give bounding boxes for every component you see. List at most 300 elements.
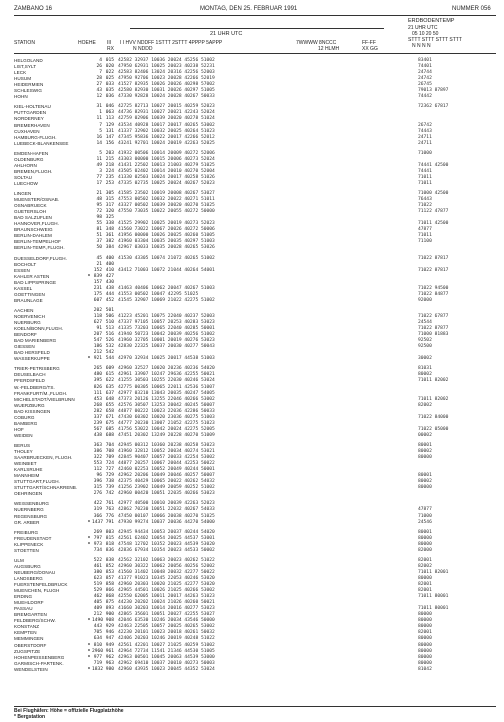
station-height: 1437: [92, 519, 104, 525]
station-name: BREMEN,FLUGH.: [14, 168, 53, 174]
soil-temp-groups: 71011 82002: [418, 378, 449, 384]
station-name: HANNOVER,FLUGH.: [14, 221, 59, 227]
soil-temp-groups: 80000: [418, 618, 432, 624]
station-index: 113: [105, 116, 114, 122]
soil-temp-groups: 74443: [418, 128, 432, 134]
station-height: 839: [93, 273, 102, 279]
station-index: 542: [105, 350, 114, 356]
observation-groups: 42562 32102 10063 20023 40262 51022: [118, 557, 215, 563]
observation-groups: 41377 91023 10345 22053 40246 53020: [118, 575, 215, 581]
erdboden-n: N N N N: [412, 43, 431, 49]
station-index: 648: [105, 396, 114, 402]
station-name: BRAUNLAGE: [14, 297, 43, 303]
station-index: 815: [105, 535, 114, 541]
station-name: NORDERNEY: [14, 116, 44, 122]
col-xxgg: XX GG: [362, 46, 378, 52]
station-index: 857: [105, 575, 114, 581]
station-height: 11: [96, 156, 102, 162]
station-height: 443: [93, 624, 102, 630]
station-index: 253: [105, 180, 114, 186]
station-index: 742: [105, 491, 114, 497]
station-height: 268: [93, 402, 102, 408]
station-name: PFERDSFELD: [14, 378, 45, 384]
mountain-marker: *: [88, 654, 90, 661]
observation-groups: 41553 00502 10047 42295 51025: [118, 291, 199, 297]
observation-groups: 47451 20302 13249 20228 40270 51009: [118, 432, 215, 438]
station-index: 532: [105, 344, 114, 350]
soil-temp-groups: 71011: [418, 174, 432, 180]
station-name: AACHEN: [14, 307, 34, 313]
station-index: 635: [105, 384, 114, 390]
station-index: 675: [105, 420, 114, 426]
station-index: 035: [105, 88, 114, 94]
station-name: HEIDERMIEN: [14, 82, 44, 88]
report-number: NUMMER 056: [452, 6, 491, 12]
soil-temp-groups: 92000: [418, 297, 432, 303]
observation-groups: 44777 20230 13007 21052 42275 51023: [118, 420, 215, 426]
soil-temp-groups: 47877: [418, 227, 432, 233]
station-height: 231: [93, 285, 102, 291]
observation-groups: 42775 00305 10065 22011 42536 51007: [118, 384, 215, 390]
mountain-marker: *: [88, 519, 90, 526]
station-index: 637: [105, 390, 114, 396]
station-name: CUXHAVEN: [14, 128, 40, 134]
station-index: 763: [105, 507, 114, 513]
header-rule: [14, 53, 496, 54]
table-row: [0, 244, 504, 252]
station-height: 72: [96, 209, 102, 215]
soil-temp-groups: 26742: [418, 122, 432, 128]
col-hoehe: HOEHE: [78, 40, 96, 46]
observation-groups: 41560 73022 10067 20026 40272 50006: [118, 227, 215, 233]
station-index: 868: [105, 594, 114, 600]
station-height: 405: [93, 600, 102, 606]
station-name: ULM: [14, 557, 24, 563]
observation-groups: 41527 82935 10026 20026 40298 57002: [118, 82, 215, 88]
station-name: WENDELSTEIN: [14, 666, 48, 672]
soil-temp-groups: 82002: [418, 563, 432, 569]
observation-groups: 44736 82931 10027 20021 42243 52024: [118, 110, 215, 116]
station-index: 022: [105, 70, 114, 76]
station-name: ZUGSPITZE: [14, 648, 41, 654]
table-row: [0, 547, 504, 555]
observation-groups: 42725 82713 10027 20015 40259 52023: [118, 104, 215, 110]
station-height: 396: [93, 479, 102, 485]
station-index: 791: [105, 519, 114, 525]
mountain-marker: *: [88, 666, 90, 673]
station-name: WEISSENBURG: [14, 501, 50, 507]
station-index: 893: [105, 606, 114, 612]
station-height: 186: [93, 344, 102, 350]
footer-note-mountain: * Bergstation: [14, 714, 46, 720]
report-id: ZAMBANO 16: [14, 6, 53, 12]
station-index: 729: [105, 473, 114, 479]
station-name: HOHENPEISSENBERG: [14, 654, 65, 660]
station-index: 709: [105, 455, 114, 461]
station-height: 797: [93, 535, 102, 541]
bottom-rule: [14, 706, 496, 707]
observation-groups: 41585 23502 10019 20008 40267 53027: [118, 191, 215, 196]
station-index: 929: [105, 624, 114, 630]
station-index: 688: [105, 432, 114, 438]
station-index: 704: [105, 442, 114, 448]
station-name: STOETTEN: [14, 547, 39, 553]
station-name: BERLIN-TEMPELHOF: [14, 239, 61, 245]
soil-temp-groups: 81042: [418, 666, 432, 672]
observation-groups: 41960 03304 10035 20035 40297 51003: [118, 239, 215, 245]
observation-groups: 42406 20203 10246 20019 40248 51022: [118, 636, 215, 642]
station-index: 025: [105, 76, 114, 82]
station-height: 276: [93, 491, 102, 497]
station-name: KOELN/BONN,FLUGH.: [14, 326, 64, 332]
mountain-marker: *: [88, 541, 90, 548]
soil-temp-groups: 24546: [418, 519, 432, 525]
observation-groups: 42977 03210 13043 20035 40247 54005: [118, 390, 215, 396]
soil-temp-groups: 71022: [418, 203, 432, 209]
station-height: 91: [96, 326, 102, 332]
observation-groups: 42960 00420 10051 22035 40266 53023: [118, 491, 215, 497]
col-group3: 7WWWW 8NCCC: [296, 40, 337, 46]
mountain-marker: *: [88, 273, 90, 280]
station-height: 337: [93, 414, 102, 420]
station-index: 129: [105, 122, 114, 128]
station-height: 810: [93, 642, 102, 648]
soil-temp-groups: 80000: [418, 654, 432, 660]
station-name: SCHLESWIG: [14, 88, 43, 94]
station-name: LIST,SYLT: [14, 64, 37, 70]
soil-temp-groups: 24711: [418, 134, 432, 140]
soil-temp-groups: 71000 42500: [418, 191, 449, 196]
observation-groups: 41560 31402 10048 20032 42277 50022: [118, 569, 215, 575]
observation-groups: 42977 40500 10010 20039 42263 52023: [118, 501, 215, 507]
station-name: HUSUM: [14, 76, 32, 82]
soil-temp-groups: 30002: [418, 356, 432, 362]
station-height: 1832: [92, 666, 104, 672]
station-name: HELGOLAND: [14, 58, 43, 63]
sub-time: 21 UHR UTC: [210, 31, 243, 37]
observation-groups: 42965 44501 10026 21025 40266 53002: [118, 588, 215, 594]
soil-temp-groups: 92502: [418, 338, 432, 344]
top-rule: [14, 15, 496, 16]
station-height: 45: [96, 255, 102, 261]
observation-groups: 41256 23902 10049 20059 40252 51002: [118, 485, 215, 491]
station-height: 7: [99, 122, 102, 128]
soil-temp-groups: 71011 82002: [418, 396, 449, 402]
station-name: LUECHOW: [14, 180, 38, 186]
station-height: 1490: [92, 618, 104, 624]
station-index: 739: [105, 485, 114, 491]
observation-groups: 47930 99274 10037 20036 44270 54000: [118, 519, 215, 525]
station-index: 852: [105, 563, 114, 569]
observation-groups: 42580 82930 10031 20026 40297 51005: [118, 88, 215, 94]
station-height: 152: [93, 267, 102, 273]
soil-temp-groups: 81031: [418, 366, 432, 372]
station-height: 315: [93, 485, 102, 491]
station-height: 623: [93, 575, 102, 581]
station-height: 438: [93, 432, 102, 438]
station-index: 427: [105, 273, 114, 279]
station-height: 282: [93, 408, 102, 414]
observation-groups: 42961 33907 10247 29636 42255 50021: [118, 372, 215, 378]
station-index: 724: [105, 461, 114, 467]
station-index: 526: [105, 338, 114, 344]
station-height: 55: [96, 221, 102, 227]
soil-temp-groups: 71022 05000: [418, 426, 449, 432]
station-index: 033: [105, 82, 114, 88]
station-name: BAD LIPPSPRINGE: [14, 279, 57, 285]
station-height: 547: [93, 338, 102, 344]
station-height: 26: [96, 64, 102, 70]
station-name: THOLEY: [14, 449, 33, 454]
station-height: 3: [99, 168, 102, 174]
station-name: OLDENBURG: [14, 156, 44, 162]
col-group1: I I HVV NDDFF 1STTT 2STTT 4PPPP 5APPP: [120, 40, 223, 46]
soil-temp-groups: 80001: [418, 529, 432, 535]
station-height: 453: [93, 396, 102, 402]
station-height: 49: [96, 162, 102, 168]
station-height: 5: [99, 128, 102, 134]
station-index: 400: [105, 255, 114, 261]
station-height: 567: [93, 426, 102, 432]
soil-temp-groups: 79013 87897: [418, 88, 449, 94]
station-height: 607: [93, 297, 102, 303]
mountain-marker: *: [88, 535, 90, 542]
station-height: 462: [93, 594, 102, 600]
station-height: 522: [93, 557, 102, 563]
col-ffff: FF-FF: [362, 40, 376, 46]
station-name: MUENCHEN, FLUGH: [14, 588, 60, 594]
station-index: 156: [105, 140, 114, 146]
station-index: 908: [105, 618, 114, 624]
station-name: DUESSELDORF,FLUGH.: [14, 255, 67, 261]
station-index: 963: [105, 660, 114, 666]
soil-temp-groups: 82000: [418, 547, 432, 553]
station-name: HOHN: [14, 94, 28, 100]
soil-temp-groups: 80000: [418, 612, 432, 618]
observation-groups: 43505 02402 10014 20010 40270 52004: [118, 168, 215, 174]
soil-temp-groups: 71022 87817: [418, 255, 449, 261]
station-index: 947: [105, 636, 114, 642]
soil-temp-groups: 24544: [418, 320, 432, 325]
observation-groups: 42960 30322 10062 20056 40256 52002: [118, 563, 215, 569]
station-index: 305: [105, 191, 114, 196]
station-name: MANNHEIM: [14, 473, 40, 479]
observation-groups: 47337 97105 10057 20253 40283 53023: [118, 320, 215, 325]
station-height: 95: [96, 203, 102, 209]
station-name: OSNABRUECK: [14, 203, 47, 209]
station-index: 513: [105, 326, 114, 332]
station-name: ESSEN: [14, 267, 30, 273]
station-name: WUERZBURG: [14, 402, 45, 408]
observation-groups: 47553 00502 10032 20022 40271 51011: [118, 197, 215, 203]
station-height: 627: [93, 320, 102, 325]
station-height: 719: [93, 660, 102, 666]
station-index: 516: [105, 332, 114, 338]
observation-groups: 44230 20202 10024 21026 40260 50021: [118, 600, 215, 606]
observation-groups: 43412 71003 10072 21044 40264 54001: [118, 267, 215, 273]
station-name: OBERSTDORF: [14, 642, 47, 648]
station-height: 111: [93, 390, 102, 396]
table-row: [0, 666, 504, 674]
soil-temp-groups: 47877: [418, 507, 432, 513]
soil-temp-groups: 26745: [418, 82, 432, 88]
station-name: KIEL-HOLTENAU: [14, 104, 51, 110]
observation-groups: 42962 20206 10049 20046 40257 50007: [118, 473, 215, 479]
station-height: 409: [93, 606, 102, 612]
station-name: DEUSELBACH: [14, 372, 46, 378]
station-index: 980: [105, 666, 114, 672]
observation-groups: 42962 69410 10037 20010 40273 50003: [118, 660, 215, 666]
station-name: FUERSTENFELDBRUCK: [14, 582, 68, 587]
station-index: 131: [105, 128, 114, 134]
station-name: WASSERKUPPE: [14, 356, 50, 362]
observation-groups: 42960 32527 10020 20236 40236 54020: [118, 366, 215, 372]
station-index: 382: [105, 239, 114, 245]
observation-groups: 43241 92701 10024 20019 42263 52025: [118, 140, 215, 146]
observation-groups: 41335 73203 10065 22040 40285 50001: [118, 326, 215, 332]
soil-temp-groups: 74442: [418, 94, 432, 100]
soil-temp-groups: 82001: [418, 557, 432, 563]
station-name: GUETERSLOH: [14, 209, 47, 215]
observation-groups: 42046 63530 10246 20034 43546 50000: [118, 618, 215, 624]
station-name: BAD HERSFELD: [14, 350, 50, 356]
station-index: 384: [105, 245, 114, 251]
station-name: BERLIN-DAHLEM: [14, 233, 52, 239]
observation-groups: 42582 32937 10036 20024 45256 51002: [118, 58, 215, 63]
station-index: 361: [105, 233, 114, 239]
station-index: 063: [105, 110, 114, 116]
station-height: 319: [93, 507, 102, 513]
soil-temp-groups: 71022 84877: [418, 291, 449, 297]
observation-groups: 41940 50723 10042 20039 40256 51002: [118, 332, 215, 338]
observation-groups: 47335 02735 10025 20024 40267 52023: [118, 180, 215, 186]
station-index: 544: [105, 356, 114, 362]
soil-temp-groups: 80000: [418, 642, 432, 648]
observation-groups: 41932 00506 10014 20009 40272 52006: [118, 150, 215, 156]
station-index: 438: [105, 285, 114, 291]
soil-temp-groups: 71011 42500: [418, 221, 449, 227]
station-index: 738: [105, 479, 114, 485]
station-name: STUTTGART/SCHNARRENB.: [14, 485, 78, 491]
soil-temp-groups: 24742: [418, 76, 432, 82]
station-name: BAD MARIENBERG: [14, 338, 57, 344]
station-name: OEHRINGEN: [14, 491, 43, 497]
station-height: 553: [93, 461, 102, 467]
soil-temp-groups: 80000: [418, 455, 432, 461]
station-index: 325: [105, 215, 114, 221]
station-index: 671: [105, 414, 114, 420]
soil-temp-groups: 80000: [418, 624, 432, 630]
soil-temp-groups: 80002: [418, 479, 432, 485]
col-rx: RX: [107, 46, 114, 52]
station-index: 046: [105, 104, 114, 110]
station-name: HAMBURG-FLUGH.: [14, 134, 57, 140]
soil-temp-groups: 71011 80001: [418, 594, 449, 600]
mountain-marker: *: [88, 648, 90, 655]
station-index: 875: [105, 600, 114, 606]
station-index: 506: [105, 313, 114, 319]
observation-groups: 42759 02906 10039 20020 40278 51024: [118, 116, 215, 122]
station-name: MUENSTER/OSNAB.: [14, 197, 60, 203]
station-height: 973: [93, 541, 102, 547]
observation-groups: 42830 22325 10037 20030 40277 50043: [118, 344, 215, 350]
observation-groups: 42865 35601 10051 20027 42255 53027: [118, 612, 215, 618]
station-name: KONSTANZ: [14, 624, 40, 630]
station-height: 98: [96, 215, 102, 221]
station-height: 28: [96, 76, 102, 82]
station-name: BAMBERG: [14, 420, 38, 426]
table-row: [0, 140, 504, 148]
station-name: SAARBRUECKEN, FLUGH.: [14, 455, 73, 461]
observation-groups: 42561 62402 10054 20025 44537 53001: [118, 535, 215, 541]
soil-temp-groups: 92500: [418, 344, 432, 350]
station-name: AHLHORN: [14, 162, 37, 168]
station-name: WEIDEN: [14, 432, 33, 438]
station-index: 866: [105, 588, 114, 594]
station-index: 853: [105, 569, 114, 575]
station-height: 12: [96, 94, 102, 100]
station-index: 818: [105, 541, 114, 547]
observation-groups: 42576 30507 13253 20042 40245 50007: [118, 402, 215, 408]
station-height: 422: [93, 501, 102, 507]
station-name: FREUDENSTADT: [14, 535, 52, 541]
station-name: SOLTAU: [14, 174, 32, 180]
station-name: NEUBERG/DONAU: [14, 569, 56, 575]
observation-groups: 47950 62931 10025 20023 40238 52231: [118, 64, 215, 70]
station-height: 322: [93, 455, 102, 461]
station-name: BAD SALZUFLEN: [14, 215, 52, 221]
station-height: 21: [96, 191, 102, 196]
station-name: PUTTGARDEN: [14, 110, 47, 116]
station-name: NOERVENICH: [14, 313, 46, 319]
soil-temp-groups: 00002: [418, 432, 432, 438]
station-height: 212: [93, 612, 102, 618]
observation-groups: 43534 40928 10017 20017 40265 53002: [118, 122, 215, 128]
soil-temp-groups: 71011: [418, 233, 432, 239]
observation-groups: 41431 22502 10013 21003 40279 51025: [118, 162, 215, 168]
station-name: W.-FELDBERG/TS.: [14, 384, 55, 390]
station-name: GARMISCH-PARTENK.: [14, 660, 64, 666]
station-index: 727: [105, 467, 114, 473]
observation-groups: 43327 00502 10039 20020 40270 51025: [118, 203, 215, 209]
station-index: 317: [105, 203, 114, 209]
observation-groups: 42862 70230 10051 22032 40267 54033: [118, 507, 215, 513]
station-index: 961: [105, 648, 114, 654]
observation-groups: 42460 02253 10052 20049 40244 50001: [118, 467, 215, 473]
table-row: [0, 297, 504, 305]
erdboden-depths: 05 10 20 50: [412, 31, 439, 37]
station-name: BOCHOLT: [14, 261, 37, 267]
station-height: 202: [93, 307, 102, 313]
soil-temp-groups: 71022 87817: [418, 267, 449, 273]
table-row: [0, 93, 504, 101]
station-index: 020: [105, 64, 114, 70]
erdboden-stt: STTT STTT STTT STTT: [408, 37, 462, 43]
station-name: LUEBECK-BLANKENSEE: [14, 140, 69, 146]
observation-groups: 41660 30203 10014 20016 40277 53023: [118, 606, 215, 612]
station-height: 734: [93, 547, 102, 553]
station-index: 147: [105, 134, 114, 140]
observation-groups: 42463 22505 10057 20025 40265 53002: [118, 624, 215, 630]
station-height: 48: [96, 197, 102, 203]
station-height: 51: [96, 233, 102, 239]
observation-groups: 41525 29902 10025 20019 40273 52023: [118, 221, 215, 227]
station-name: BRAUNSCHWEIG: [14, 227, 53, 233]
station-name: LANDSBERG: [14, 575, 43, 581]
station-height: 1: [99, 110, 102, 116]
observation-groups: 42375 40429 10065 20022 40262 54032: [118, 479, 215, 485]
observation-groups: 47950 92706 10023 20028 42266 52019: [118, 76, 215, 82]
